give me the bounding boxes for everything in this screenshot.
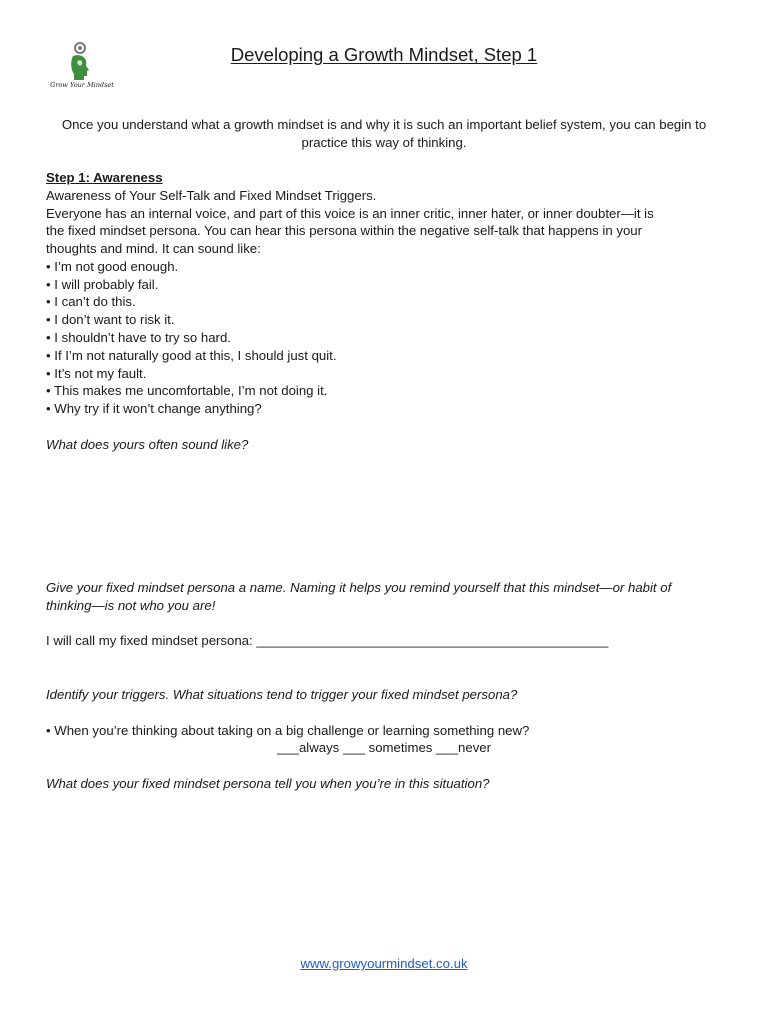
website-link[interactable]: www.growyourmindset.co.uk — [300, 956, 468, 971]
page-title: Developing a Growth Mindset, Step 1 — [230, 44, 538, 65]
naming-prompt-line: Give your fixed mindset persona a name. Naming it helps you remind yourself that this mindset—or habit of — [46, 580, 672, 595]
list-item: • This makes me uncomfortable, I’m not doing it. — [46, 383, 328, 398]
paragraph-line: the fixed mindset persona. You can hear this persona within the negative self-talk that happens in your — [46, 223, 643, 238]
list-item: • I shouldn’t have to try so hard. — [46, 330, 231, 345]
list-item: • If I’m not naturally good at this, I should just quit. — [46, 348, 337, 363]
logo-text: Grow Your Mindset — [50, 81, 114, 89]
list-item: • I’m not good enough. — [46, 259, 179, 274]
list-item: • Why try if it won’t change anything? — [46, 401, 262, 416]
intro-paragraph: Once you understand what a growth mindset is and why it is such an important belief system, you can begin to practice this way of thinking. — [61, 117, 707, 150]
question-self-talk: What does yours often sound like? — [46, 437, 249, 452]
list-item: • I don’t want to risk it. — [46, 312, 175, 327]
triggers-prompt: Identify your triggers. What situations tend to trigger your fixed mindset persona? — [46, 687, 518, 702]
list-item: • I will probably fail. — [46, 277, 159, 292]
paragraph-line: thoughts and mind. It can sound like: — [46, 241, 261, 256]
persona-name-field[interactable]: I will call my fixed mindset persona: ________________________________________________ — [46, 633, 609, 648]
trigger-question: • When you’re thinking about taking on a big challenge or learning something new? — [46, 723, 530, 738]
question-persona-says: What does your fixed mindset persona tell you when you’re in this situation? — [46, 776, 490, 791]
subheading: Awareness of Your Self-Talk and Fixed Mindset Triggers. — [46, 188, 377, 203]
naming-prompt-line: thinking—is not who you are! — [46, 598, 216, 613]
frequency-options[interactable]: ___always ___ sometimes ___never — [276, 740, 492, 755]
list-item: • It’s not my fault. — [46, 366, 147, 381]
list-item: • I can’t do this. — [46, 294, 136, 309]
step-heading: Step 1: Awareness — [46, 170, 163, 185]
paragraph-line: Everyone has an internal voice, and part of this voice is an inner critic, inner hater, or inner doubter—it is — [46, 206, 654, 221]
